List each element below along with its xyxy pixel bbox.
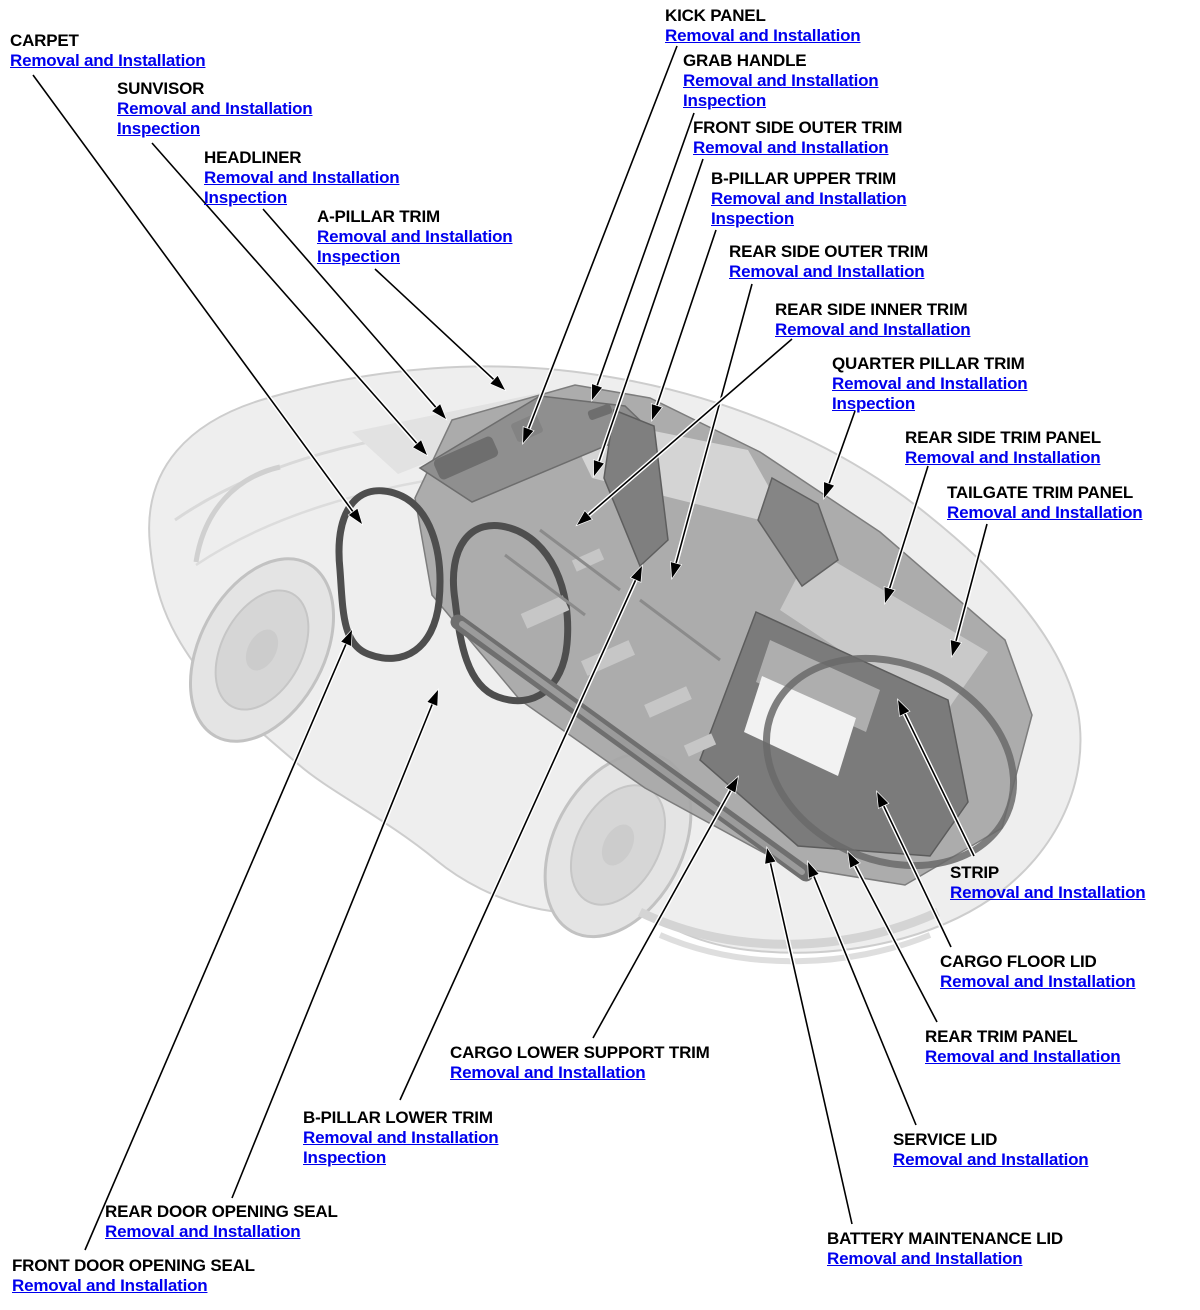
label-strip (950, 863, 1145, 903)
label-b-pillar-lower-trim (303, 1108, 498, 1168)
label-rear-trim-panel (925, 1027, 1120, 1067)
label-sunvisor (117, 79, 312, 139)
link-rear-door-opening-seal-removal-and-installation[interactable]: Removal and Installation (105, 1222, 301, 1241)
leader-arrow-b-pillar-upper-trim (652, 230, 716, 420)
label-front-door-opening-seal (12, 1256, 255, 1296)
link-grab-handle-removal-and-installation[interactable]: Removal and Installation (683, 71, 879, 90)
link-b-pillar-upper-trim-removal-and-installation[interactable]: Removal and Installation (711, 189, 907, 208)
link-sunvisor-inspection[interactable]: Inspection (117, 119, 201, 138)
label-quarter-pillar-trim (832, 354, 1027, 414)
leader-arrow-grab-handle (592, 113, 694, 400)
label-rear-side-trim-panel (905, 428, 1101, 468)
label-title-kick-panel: KICK PANEL (665, 6, 766, 25)
link-front-side-outer-trim-removal-and-installation[interactable]: Removal and Installation (693, 138, 889, 157)
label-title-sunvisor: SUNVISOR (117, 79, 205, 98)
link-sunvisor-removal-and-installation[interactable]: Removal and Installation (117, 99, 313, 118)
link-a-pillar-trim-removal-and-installation[interactable]: Removal and Installation (317, 227, 513, 246)
link-front-door-opening-seal-removal-and-installation[interactable]: Removal and Installation (12, 1276, 208, 1295)
label-b-pillar-upper-trim (711, 169, 906, 229)
label-rear-side-inner-trim (775, 300, 970, 340)
label-tailgate-trim-panel (947, 483, 1142, 523)
label-title-rear-trim-panel: REAR TRIM PANEL (925, 1027, 1078, 1046)
link-cargo-floor-lid-removal-and-installation[interactable]: Removal and Installation (940, 972, 1136, 991)
label-title-cargo-lower-support-trim: CARGO LOWER SUPPORT TRIM (450, 1043, 710, 1062)
label-headliner (204, 148, 399, 208)
label-title-front-door-opening-seal: FRONT DOOR OPENING SEAL (12, 1256, 255, 1275)
link-cargo-lower-support-trim-removal-and-installation[interactable]: Removal and Installation (450, 1063, 646, 1082)
link-strip-removal-and-installation[interactable]: Removal and Installation (950, 883, 1146, 902)
label-service-lid (893, 1130, 1088, 1170)
label-title-quarter-pillar-trim: QUARTER PILLAR TRIM (832, 354, 1025, 373)
label-title-strip: STRIP (950, 863, 1000, 882)
label-title-carpet: CARPET (10, 31, 79, 50)
label-title-rear-side-trim-panel: REAR SIDE TRIM PANEL (905, 428, 1101, 447)
link-grab-handle-inspection[interactable]: Inspection (683, 91, 767, 110)
label-front-side-outer-trim (693, 118, 902, 158)
link-battery-maintenance-lid-removal-and-installation[interactable]: Removal and Installation (827, 1249, 1023, 1268)
link-kick-panel-removal-and-installation[interactable]: Removal and Installation (665, 26, 861, 45)
label-title-tailgate-trim-panel: TAILGATE TRIM PANEL (947, 483, 1134, 502)
label-rear-door-opening-seal (105, 1202, 338, 1242)
label-cargo-lower-support-trim (450, 1043, 710, 1083)
label-title-battery-maintenance-lid: BATTERY MAINTENANCE LID (827, 1229, 1063, 1248)
label-title-rear-side-inner-trim: REAR SIDE INNER TRIM (775, 300, 968, 319)
label-cargo-floor-lid (940, 952, 1135, 992)
link-service-lid-removal-and-installation[interactable]: Removal and Installation (893, 1150, 1089, 1169)
label-title-b-pillar-upper-trim: B-PILLAR UPPER TRIM (711, 169, 897, 188)
label-kick-panel (665, 6, 860, 46)
link-b-pillar-lower-trim-inspection[interactable]: Inspection (303, 1148, 387, 1167)
link-b-pillar-lower-trim-removal-and-installation[interactable]: Removal and Installation (303, 1128, 499, 1147)
link-quarter-pillar-trim-inspection[interactable]: Inspection (832, 394, 916, 413)
label-grab-handle (683, 51, 878, 111)
label-title-b-pillar-lower-trim: B-PILLAR LOWER TRIM (303, 1108, 493, 1127)
link-rear-side-trim-panel-removal-and-installation[interactable]: Removal and Installation (905, 448, 1101, 467)
link-rear-side-inner-trim-removal-and-installation[interactable]: Removal and Installation (775, 320, 971, 339)
link-tailgate-trim-panel-removal-and-installation[interactable]: Removal and Installation (947, 503, 1143, 522)
link-carpet-removal-and-installation[interactable]: Removal and Installation (10, 51, 206, 70)
link-headliner-removal-and-installation[interactable]: Removal and Installation (204, 168, 400, 187)
label-rear-side-outer-trim (729, 242, 928, 282)
link-headliner-inspection[interactable]: Inspection (204, 188, 288, 207)
link-quarter-pillar-trim-removal-and-installation[interactable]: Removal and Installation (832, 374, 1028, 393)
label-title-rear-door-opening-seal: REAR DOOR OPENING SEAL (105, 1202, 338, 1221)
label-title-cargo-floor-lid: CARGO FLOOR LID (940, 952, 1097, 971)
link-rear-side-outer-trim-removal-and-installation[interactable]: Removal and Installation (729, 262, 925, 281)
label-title-a-pillar-trim: A-PILLAR TRIM (317, 207, 440, 226)
link-a-pillar-trim-inspection[interactable]: Inspection (317, 247, 401, 266)
link-rear-trim-panel-removal-and-installation[interactable]: Removal and Installation (925, 1047, 1121, 1066)
label-battery-maintenance-lid (827, 1229, 1063, 1269)
label-title-rear-side-outer-trim: REAR SIDE OUTER TRIM (729, 242, 929, 261)
label-a-pillar-trim (317, 207, 512, 267)
label-title-headliner: HEADLINER (204, 148, 302, 167)
label-title-service-lid: SERVICE LID (893, 1130, 998, 1149)
label-carpet (10, 31, 205, 71)
label-title-grab-handle: GRAB HANDLE (683, 51, 807, 70)
label-title-front-side-outer-trim: FRONT SIDE OUTER TRIM (693, 118, 903, 137)
link-b-pillar-upper-trim-inspection[interactable]: Inspection (711, 209, 795, 228)
